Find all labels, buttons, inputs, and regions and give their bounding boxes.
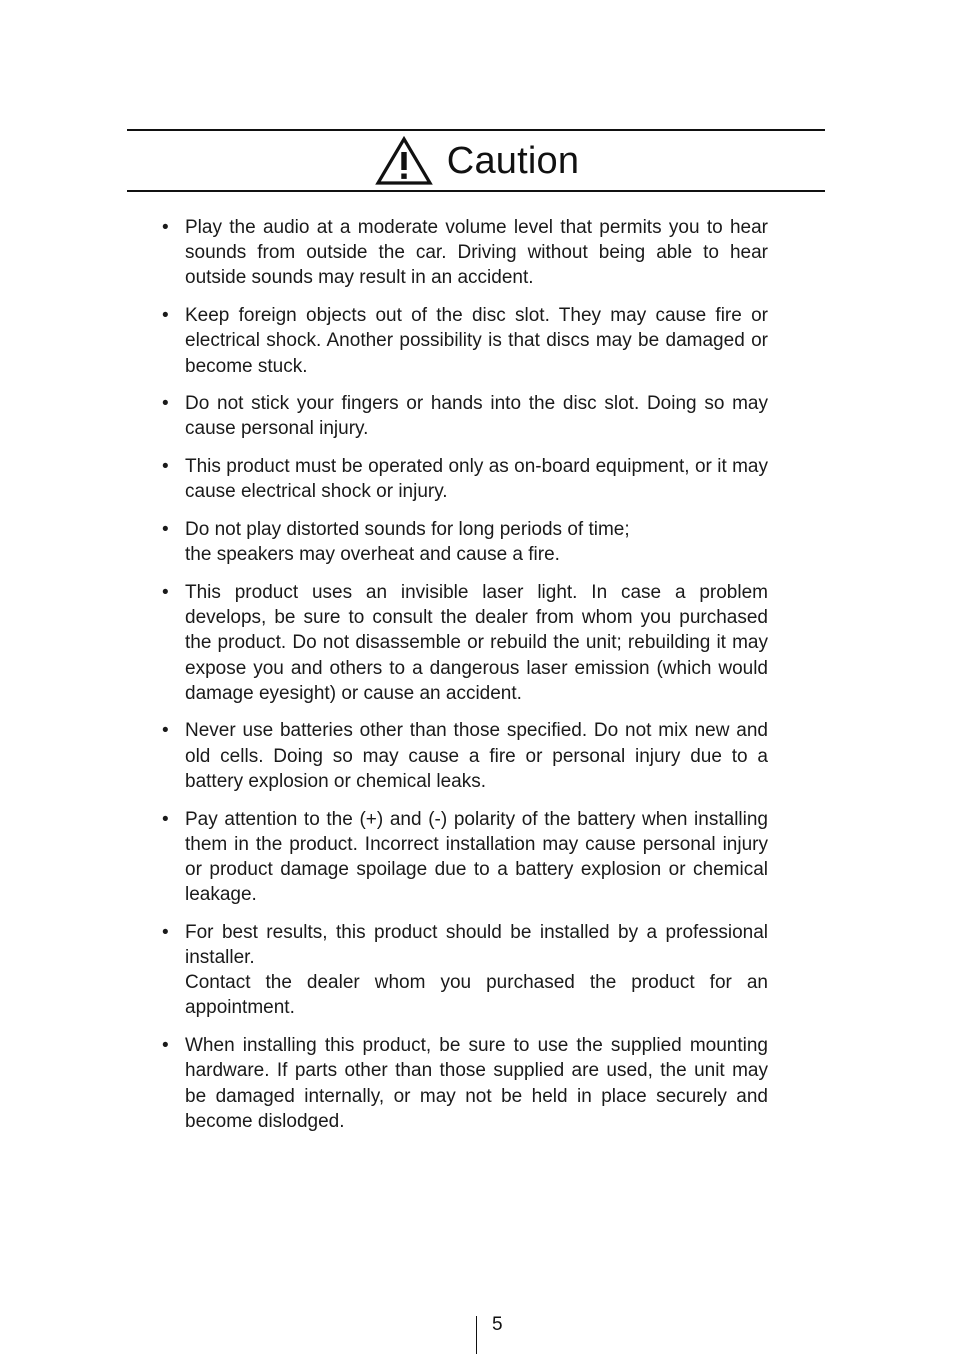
caution-item: [160, 215, 768, 291]
bullet-icon: •: [162, 720, 169, 742]
heading-top-rule: [127, 129, 825, 131]
bullet-icon: •: [162, 456, 169, 478]
caution-item: [160, 580, 768, 706]
page-number: 5: [492, 1314, 503, 1335]
caution-item-text: the speakers may overheat and cause a fire.: [185, 544, 560, 566]
caution-list: [160, 215, 768, 1147]
bullet-icon: •: [162, 581, 169, 603]
bullet-icon: •: [162, 519, 169, 541]
caution-item: [160, 718, 768, 794]
caution-item: [160, 303, 768, 379]
caution-item-text: This product must be operated only as on-board equipment, or it may cause electrical shock or injury.: [185, 456, 768, 503]
caution-item: [160, 920, 768, 1021]
caution-item: [160, 1033, 768, 1134]
page-title: Caution: [446, 140, 580, 182]
bullet-icon: •: [162, 921, 169, 943]
caution-item-text: Do not play distorted sounds for long periods of time;: [185, 519, 630, 541]
caution-item: [160, 454, 768, 504]
caution-item: [160, 391, 768, 441]
caution-item-text: Do not stick your fingers or hands into the disc slot. Doing so may cause personal injury.: [185, 393, 768, 440]
caution-item-text: Never use batteries other than those specified. Do not mix new and old cells. Doing so may cause a fire or personal injury due to a battery explosion or chemical leaks.: [185, 720, 768, 792]
bullet-icon: •: [162, 217, 169, 238]
caution-item: [160, 517, 768, 567]
heading-bottom-rule: [127, 190, 825, 192]
caution-item-text: For best results, this product should be installed by a professional installer.: [185, 921, 768, 969]
caution-item-text: Pay attention to the (+) and (-) polarity of the battery when installing them in the product. Incorrect installation may cause personal injury or product damage spoilage due to a battery explosion or chemical leakage.: [185, 808, 768, 906]
caution-heading: [0, 132, 954, 190]
caution-item-text: Keep foreign objects out of the disc slot. They may cause fire or electrical shock. Another possibility is that discs may be damaged or become stuck.: [185, 305, 768, 377]
caution-item-text: Contact the dealer whom you purchased the product for an appointment.: [185, 972, 768, 1019]
caution-item-text: Play the audio at a moderate volume level that permits you to hear sounds from outside the car. Driving without being able to hear outside sounds may result in an accident.: [185, 217, 768, 289]
page-number-divider: [476, 1316, 477, 1354]
bullet-icon: •: [162, 305, 169, 327]
caution-item-text: When installing this product, be sure to use the supplied mounting hardware. If parts other than those supplied are used, the unit may be damaged internally, or may not be held in place securely and become dislodged.: [185, 1035, 768, 1132]
bullet-icon: •: [162, 1035, 169, 1057]
warning-triangle-icon: [375, 136, 433, 186]
caution-item-text: This product uses an invisible laser light. In case a problem develops, be sure to consult the dealer from whom you purchased the product. Do not disassemble or rebuild the unit; rebuilding it may expose you and others to a dangerous laser emission (which would damage eyesight) or cause an accident.: [185, 581, 768, 704]
bullet-icon: •: [162, 808, 169, 830]
bullet-icon: •: [162, 393, 169, 415]
caution-item: [160, 807, 768, 908]
